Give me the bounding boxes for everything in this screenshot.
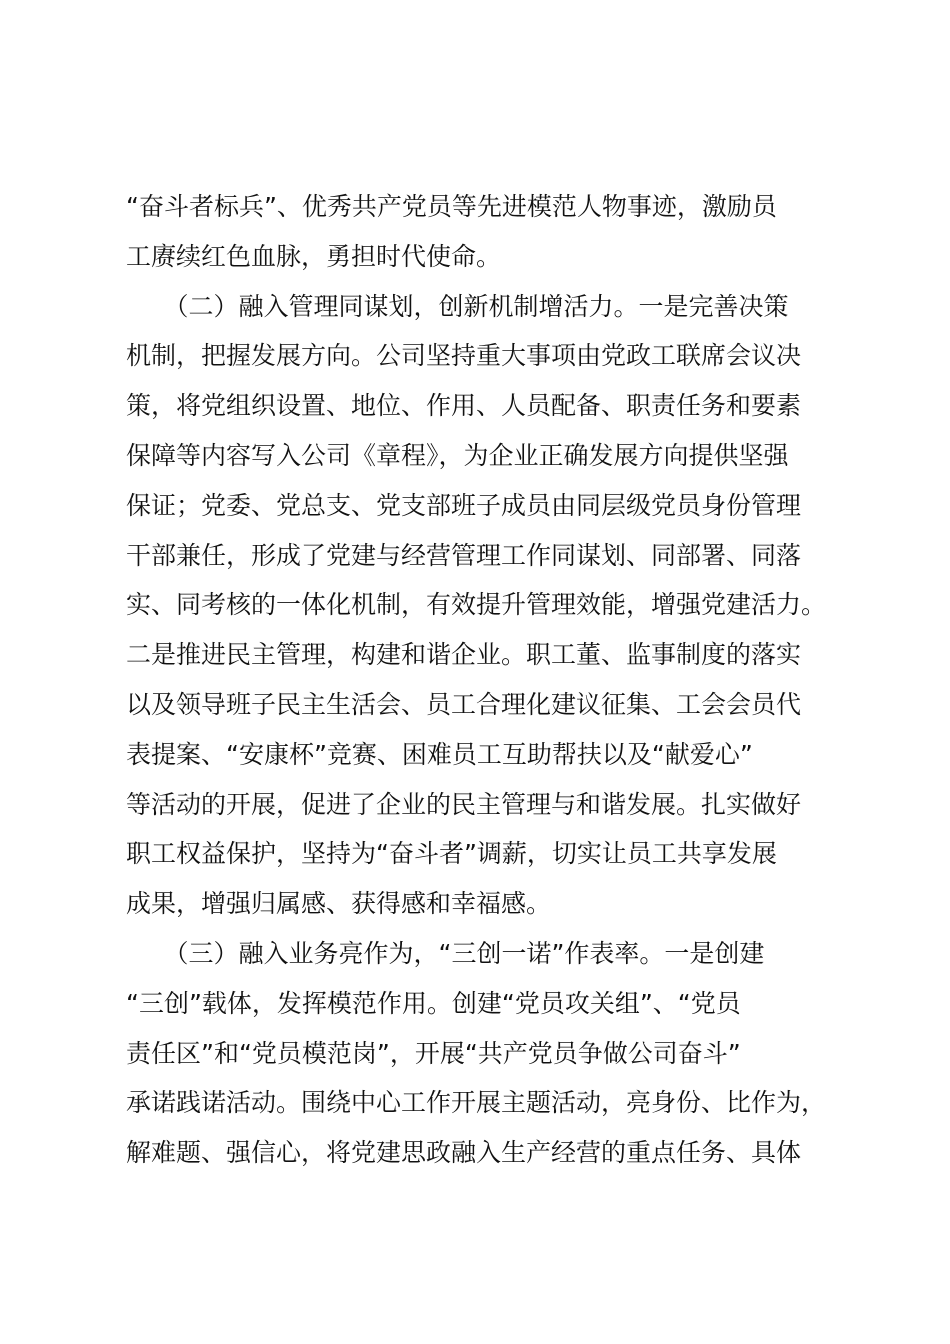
text-line-4: 机制，把握发展方向。公司坚持重大事项由党政工联席会议决 <box>126 341 802 371</box>
text-line-13: 等活动的开展，促进了企业的民主管理与和谐发展。扎实做好 <box>126 789 802 819</box>
text-line-2: 工赓续红色血脉，勇担时代使命。 <box>126 241 502 271</box>
text-line-5: 策，将党组织设置、地位、作用、人员配备、职责任务和要素 <box>126 391 802 421</box>
text-line-15: 成果，增强归属感、获得感和幸福感。 <box>126 889 552 919</box>
text-line-14: 职工权益保护，坚持为“奋斗者”调薪，切实让员工共享发展 <box>126 839 777 869</box>
text-line-20: 解难题、强信心，将党建思政融入生产经营的重点任务、具体 <box>126 1138 802 1168</box>
text-line-10: 二是推进民主管理，构建和谐企业。职工董、监事制度的落实 <box>126 640 802 670</box>
text-line-9: 实、同考核的一体化机制，有效提升管理效能，增强党建活力。 <box>126 590 827 620</box>
text-line-17: “三创”载体，发挥模范作用。创建“党员攻关组”、“党员 <box>126 988 741 1018</box>
text-line-6: 保障等内容写入公司《章程》，为企业正确发展方向提供坚强 <box>126 440 789 470</box>
text-line-3: （二）融入管理同谋划，创新机制增活力。一是完善决策 <box>126 291 789 321</box>
text-line-12: 表提案、“安康杯”竞赛、困难员工互助帮扶以及“献爱心” <box>126 739 753 769</box>
text-line-7: 保证；党委、党总支、党支部班子成员由同层级党员身份管理 <box>126 490 802 520</box>
text-line-1: “奋斗者标兵”、优秀共产党员等先进模范人物事迹，激励员 <box>126 192 777 221</box>
text-line-16: （三）融入业务亮作为，“三创一诺”作表率。一是创建 <box>126 938 765 968</box>
text-line-8: 干部兼任，形成了党建与经营管理工作同谋划、同部署、同落 <box>126 540 802 570</box>
text-line-18: 责任区”和“党员模范岗”，开展“共产党员争做公司奋斗” <box>126 1038 741 1068</box>
text-line-11: 以及领导班子民主生活会、员工合理化建议征集、工会会员代 <box>126 689 802 719</box>
text-line-19: 承诺践诺活动。围绕中心工作开展主题活动，亮身份、比作为， <box>126 1088 827 1118</box>
document-body <box>126 182 836 1178</box>
